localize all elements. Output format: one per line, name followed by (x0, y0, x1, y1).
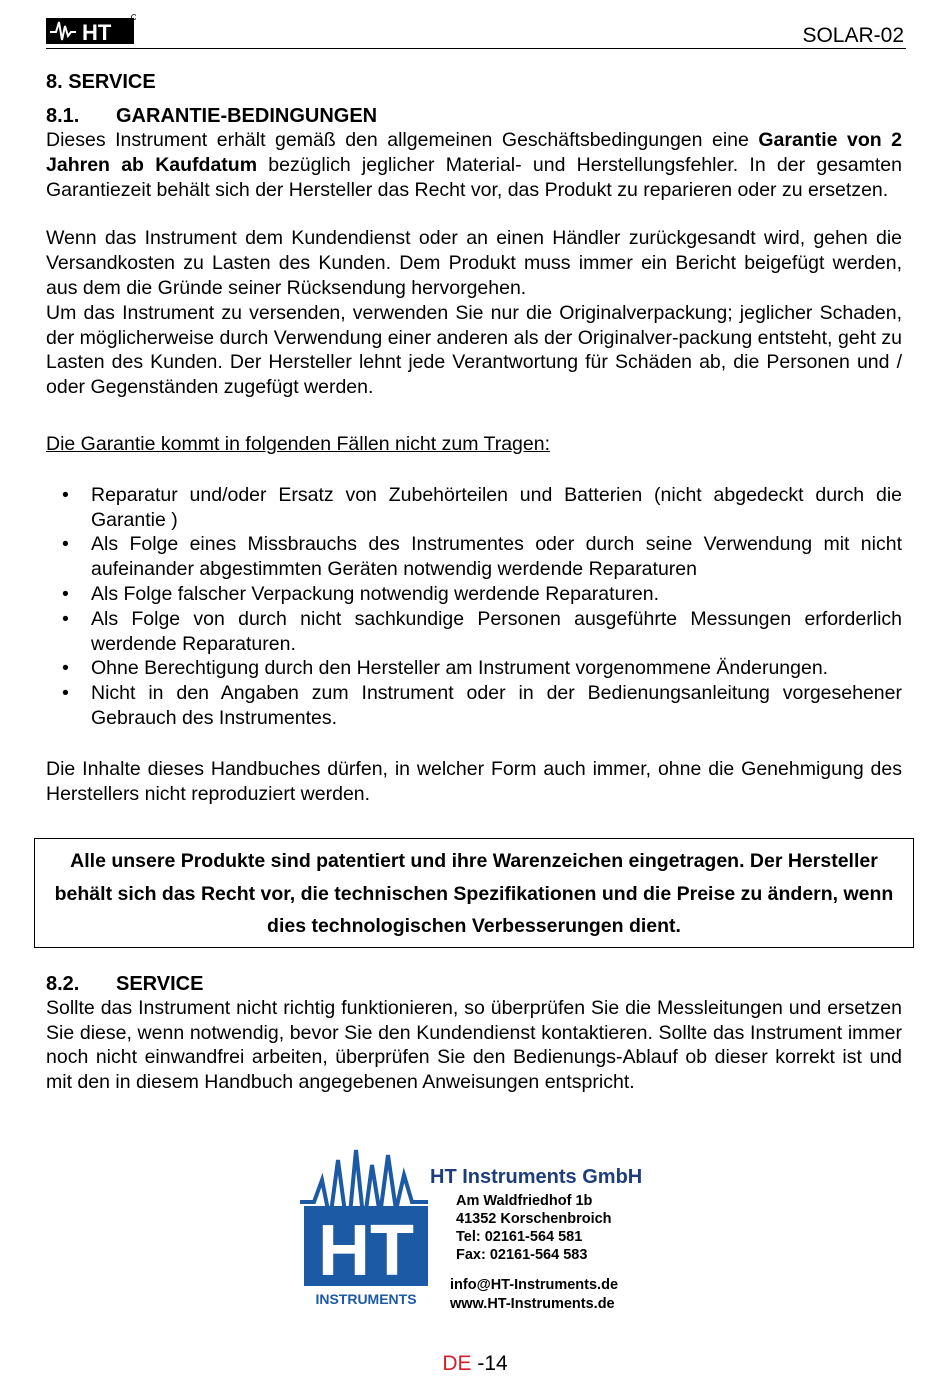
section-title: 8. SERVICE (46, 71, 156, 93)
copyright-paragraph: Die Inhalte dieses Handbuches dürfen, in welcher Form auch immer, ohne die Genehmigung des Herstellers nicht reproduziert werden. (46, 757, 902, 805)
logo-instruments-text: INSTRUMENTS (315, 1291, 417, 1307)
company-website[interactable]: www.HT-Instruments.de (450, 1296, 615, 1312)
product-name: SOLAR-02 (802, 24, 904, 47)
warranty-paragraph (46, 128, 902, 202)
list-item: • Als Folge von durch nicht sachkundige Personen ausgeführte Messungen erforderlich werdende Reparaturen. (62, 607, 902, 655)
subsection-number: 8.1. (46, 105, 80, 127)
shipping-paragraph: Wenn das Instrument dem Kundendienst oder an einen Händler zurückgesandt wird, gehen die Versandkosten zu Lasten des Kunden. Dem Produkt muss immer ein Bericht beigefügt werden, aus dem die Gründe seiner Rücksendung hervorgehen. (46, 227, 902, 299)
list-item: • Nicht in den Angaben zum Instrument oder in der Bedienungsanleitung vorgesehener Gebrauch des Instrumentes. (62, 682, 902, 729)
patent-notice-box: Alle unsere Produkte sind patentiert und ihre Warenzeichen eingetragen. Der Hersteller behält sich das Recht vor, die technischen Spezifikationen und die Preise zu ändern, wenn dies technologischen Verbesserungen dient. (34, 838, 914, 948)
list-item: • Als Folge falscher Verpackung notwendig werdende Reparaturen. (62, 582, 660, 605)
subsection-label: SERVICE (116, 972, 204, 995)
company-fax: Fax: 02161-564 583 (456, 1247, 588, 1263)
company-street: Am Waldfriedhof 1b (456, 1193, 593, 1209)
language-code: DE (442, 1352, 472, 1375)
warranty-text-b: bezüglich jeglicher Material- und Herstellungsfehler. In der gesamten Garantiezeit behält sich der Hersteller das Recht vor, das Produkt zu reparieren oder zu ersetzen. (46, 153, 902, 201)
page-header (46, 12, 906, 49)
subsection-label: GARANTIE-BEDINGUNGEN (116, 105, 378, 127)
company-address (430, 1166, 670, 1314)
ht-logo-icon (46, 14, 136, 46)
subsection-number: 8.2. (46, 972, 80, 995)
warranty-text-a: Dieses Instrument erhält gemäß den allgemeinen Geschäftsbedingungen eine (46, 129, 759, 151)
exclusions-title: Die Garantie kommt in folgenden Fällen nicht zum Tragen: (46, 432, 551, 455)
list-item: • Reparatur und/oder Ersatz von Zubehörteilen und Batterien (nicht abgedeckt durch die Garantie ) (62, 483, 902, 531)
company-city: 41352 Korschenbroich (456, 1211, 612, 1227)
page-content (46, 70, 902, 1095)
ht-logo-text: HT (82, 20, 112, 45)
list-item: • Als Folge eines Missbrauchs des Instrumentes oder durch seine Verwendung mit nicht aufeinander abgestimmten Geräten notwendig werdende Reparaturen (62, 533, 902, 581)
logo-ht-text: HT (318, 1211, 414, 1291)
subsection-8-2-title (46, 972, 902, 996)
packaging-paragraph: Um das Instrument zu versenden, verwenden Sie nur die Originalverpackung; jeglicher Schaden, der möglicherweise durch Verwendung einer anderen als der Originalver-packung entsteht, geht zu Lasten des Kunden. Der Hersteller lehnt jede Verantwortung für Schäden ab, die Personen und / oder Gegenständen zugefügt werden. (46, 301, 902, 399)
service-paragraph: Sollte das Instrument nicht richtig funktionieren, so überprüfen Sie die Messleitungen und ersetzen Sie diese, wenn notwendig, bevor Sie den Kundendienst kontaktieren. Sollte das Instrument immer noch nicht einwandfrei arbeiten, überprüfen Sie den Bedienungs-Ablauf ob dieser korrekt ist und mit den in diesem Handbuch angegebenen Anweisungen entspricht. (46, 996, 902, 1094)
page-number (0, 1352, 950, 1376)
company-email[interactable]: info@HT-Instruments.de (450, 1277, 619, 1293)
company-tel: Tel: 02161-564 581 (456, 1229, 583, 1245)
subsection-8-1-title (46, 104, 902, 128)
list-item: • Ohne Berechtigung durch den Hersteller am Instrument vorgenommene Änderungen. (62, 657, 829, 680)
company-name: HT Instruments GmbH (430, 1166, 643, 1188)
warranty-period: Garantie von 2 Jahren ab Kaufdatum (46, 129, 902, 176)
exclusions-list (46, 483, 902, 731)
page-number-value: -14 (471, 1352, 508, 1375)
